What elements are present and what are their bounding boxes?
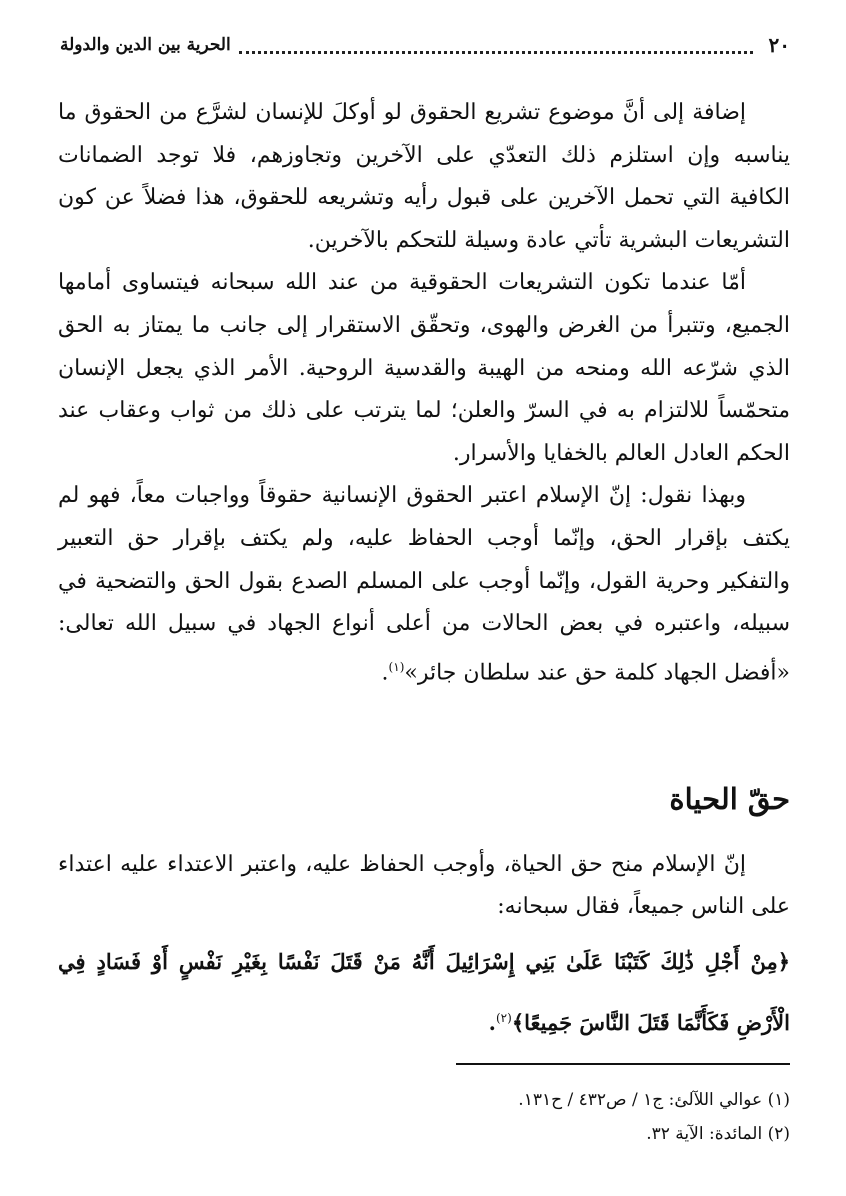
footnote-ref: (٢) — [495, 1011, 512, 1025]
verse-text: ﴿مِنْ أَجْلِ ذَٰلِكَ كَتَبْنَا عَلَىٰ بَنِي إِسْرَائِيلَ أَنَّهُ مَنْ قَتَلَ نَفْسًا بِغَيْرِ نَفْسٍ أَوْ فَسَادٍ فِي الْأَرْضِ فَكَأَنَّمَا قَتَلَ النَّاسَ جَمِيعًا﴾ — [58, 949, 790, 1035]
paragraph: أمّا عندما تكون التشريعات الحقوقية من عند الله سبحانه فيتساوى أمامها الجميع، وتتبرأ من الغرض والهوى، وتحقّق الاستقرار إلى جانب ما يمتاز به الحق الذي شرّعه الله ومنحه من الهيبة والقدسية الروحية. الأمر الذي يجعل الإنسان متحمّساً للالتزام به في السرّ والعلن؛ لما يترتب على ذلك من ثواب وعقاب عند الحكم العادل العالم بالخفايا والأسرار. — [58, 270, 790, 466]
paragraph: إنّ الإسلام منح حق الحياة، وأوجب الحفاظ عليه، واعتبر الاعتداء عليه اعتداء على الناس جميعاً، فقال سبحانه: — [58, 852, 790, 919]
paragraph: وبهذا نقول: إنّ الإسلام اعتبر الحقوق الإنسانية حقوقاً وواجبات معاً، فهو لم يكتف بإقرار الحق، وإنّما أوجب الحفاظ عليه، ولم يكتف بإقرار حق التعبير والتفكير وحرية القول، وإنّما أوجب على المسلم الصدع بقول الحق والتضحية في سبيله، واعتبره في بعض الحالات من أعلى أنواع الجهاد في سبيل الله تعالى: «أفضل الجهاد كلمة حق عند سلطان جائر»$^{(١)}$. — [58, 483, 790, 686]
page-header — [60, 28, 790, 62]
section-text — [58, 844, 790, 928]
header-dot-leader — [239, 37, 753, 54]
running-title: الحرية بين الدين والدولة — [60, 35, 231, 55]
footnotes — [58, 1083, 790, 1151]
footnote-ref: (١) — [388, 659, 405, 674]
footnote: (٢) المائدة: الآية ٣٢. — [646, 1124, 790, 1144]
paragraph-text: وبهذا نقول: إنّ الإسلام اعتبر الحقوق الإنسانية حقوقاً وواجبات معاً، فهو لم يكتف بإقرار الحق، وإنّما أوجب الحفاظ عليه، ولم يكتف بإقرار حق التعبير والتفكير وحرية القول، وإنّما أوجب على المسلم الصدع بقول الحق والتضحية في سبيله، واعتبره في بعض الحالات من أعلى أنواع الجهاد في سبيل الله تعالى: «أفضل الجهاد كلمة حق عند سلطان جائر» — [58, 483, 790, 686]
quran-verse: ﴿مِنْ أَجْلِ ذَٰلِكَ كَتَبْنَا عَلَىٰ بَنِي إِسْرَائِيلَ أَنَّهُ مَنْ قَتَلَ نَفْسًا بِغَيْرِ نَفْسٍ أَوْ فَسَادٍ فِي الْأَرْضِ فَكَأَنَّمَا قَتَلَ النَّاسَ جَمِيعًا﴾$^{(٢)}$. — [58, 949, 790, 1035]
paragraph: إضافة إلى أنَّ موضوع تشريع الحقوق لو أوكلَ للإنسان لشرَّع من الحقوق ما يناسبه وإن استلزم ذلك التعدّي على الآخرين وتجاوزهم، فلا توجد الضمانات الكافية التي تحمل الآخرين على قبول رأيه وتشريعه للحقوق، هذا فضلاً عن كون التشريعات البشرية تأتي عادة وسيلة للتحكم بالآخرين. — [58, 100, 790, 253]
main-text — [58, 92, 790, 695]
footnote: (١) عوالي اللآلئ: ج١ / ص٤٣٢ / ح١٣١. — [518, 1090, 790, 1110]
footnote-divider — [456, 1063, 790, 1065]
page-number: ٢٠ — [768, 33, 790, 57]
section-heading: حقّ الحياة — [669, 782, 790, 816]
